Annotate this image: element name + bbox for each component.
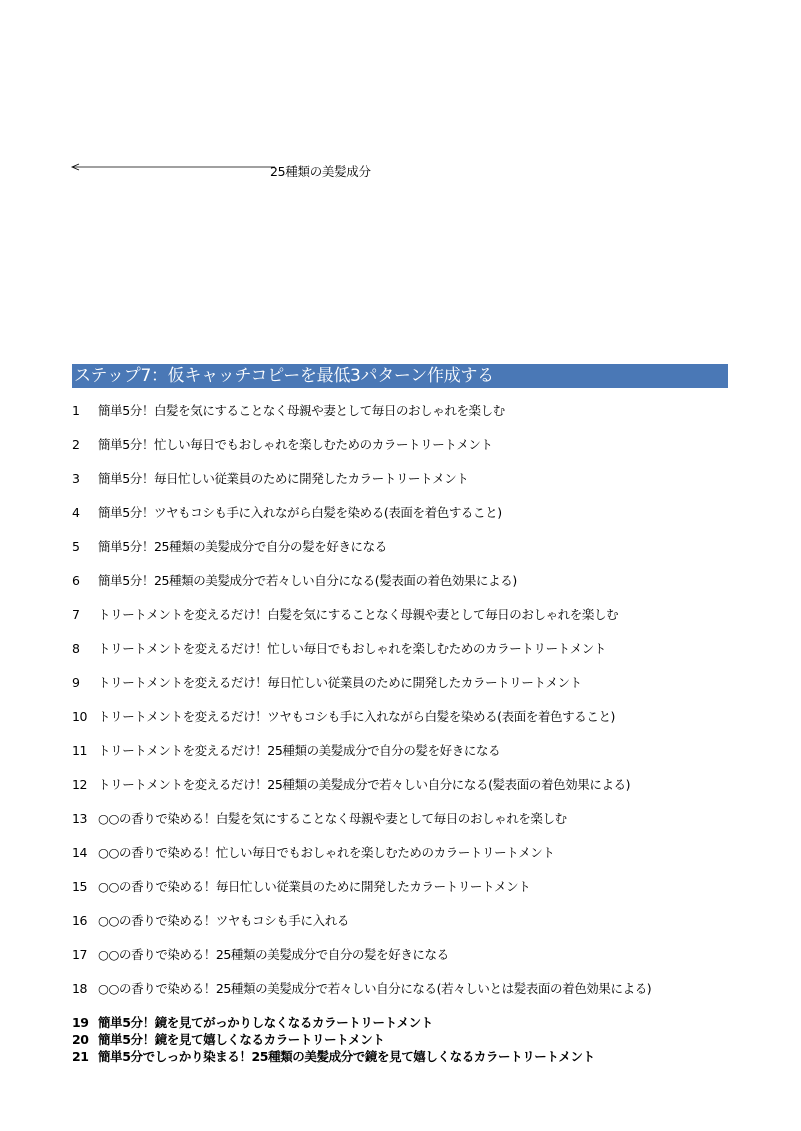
- list-item: [72, 878, 530, 895]
- list-item-number: 18: [72, 981, 88, 996]
- section-header: ステップ7：仮キャッチコピーを最低3パターン作成する: [72, 364, 728, 388]
- list-item: [72, 742, 500, 759]
- list-item: [72, 1014, 433, 1031]
- list-item: [72, 946, 449, 963]
- list-item-text: トリートメントを変えるだけ！忙しい毎日でもおしゃれを楽しむためのカラートリートメント: [98, 641, 606, 656]
- callout-label: 25種類の美髪成分: [270, 164, 371, 179]
- list-item: [72, 470, 468, 487]
- list-item-number: 3: [72, 471, 80, 486]
- list-item-text: トリートメントを変えるだけ！25種類の美髪成分で自分の髪を好きになる: [98, 743, 501, 758]
- list-item-number: 6: [72, 573, 80, 588]
- list-item: [72, 810, 567, 827]
- list-item-text: トリートメントを変えるだけ！25種類の美髪成分で若々しい自分になる(髪表面の着色効果による): [98, 777, 631, 792]
- list-item-number: 17: [72, 947, 88, 962]
- list-item-text: 簡単5分！ツヤもコシも手に入れながら白髪を染める(表面を着色すること): [98, 505, 502, 520]
- list-item: [72, 708, 615, 725]
- list-item-number: 11: [72, 743, 88, 758]
- list-item: [72, 674, 582, 691]
- list-item-text: 簡単5分でしっかり染まる！25種類の美髪成分で鏡を見て嬉しくなるカラートリートメント: [98, 1049, 595, 1064]
- list-item-number: 21: [72, 1049, 89, 1064]
- list-item-number: 13: [72, 811, 88, 826]
- list-item-number: 10: [72, 709, 88, 724]
- list-item-number: 9: [72, 675, 80, 690]
- list-item: [72, 844, 555, 861]
- list-item-number: 7: [72, 607, 80, 622]
- list-item-text: ○○の香りで染める！毎日忙しい従業員のために開発したカラートリートメント: [98, 879, 531, 894]
- list-item-text: トリートメントを変えるだけ！白髪を気にすることなく母親や妻として毎日のおしゃれを楽しむ: [98, 607, 619, 622]
- list-item-number: 8: [72, 641, 80, 656]
- list-item-text: ○○の香りで染める！25種類の美髪成分で自分の髪を好きになる: [98, 947, 449, 962]
- list-item-number: 20: [72, 1032, 89, 1047]
- list-item-text: ○○の香りで染める！白髪を気にすることなく母親や妻として毎日のおしゃれを楽しむ: [98, 811, 567, 826]
- list-item-number: 16: [72, 913, 88, 928]
- list-item-number: 2: [72, 437, 80, 452]
- callout-arrow: [70, 160, 280, 180]
- list-item-number: 5: [72, 539, 80, 554]
- list-item-text: ○○の香りで染める！25種類の美髪成分で若々しい自分になる(若々しいとは髪表面の着色効果による): [98, 981, 652, 996]
- list-item-text: 簡単5分！毎日忙しい従業員のために開発したカラートリートメント: [98, 471, 469, 486]
- list-item-text: トリートメントを変えるだけ！毎日忙しい従業員のために開発したカラートリートメント: [98, 675, 582, 690]
- list-item-text: ○○の香りで染める！ツヤもコシも手に入れる: [98, 913, 349, 928]
- list-item-text: 簡単5分！鏡を見てがっかりしなくなるカラートリートメント: [98, 1015, 433, 1030]
- list-item-text: 簡単5分！25種類の美髪成分で若々しい自分になる(髪表面の着色効果による): [98, 573, 517, 588]
- list-item: [72, 1048, 595, 1065]
- list-item-number: 15: [72, 879, 88, 894]
- list-item-text: 簡単5分！鏡を見て嬉しくなるカラートリートメント: [98, 1032, 385, 1047]
- list-item: [72, 538, 387, 555]
- list-item-number: 12: [72, 777, 88, 792]
- list-item-text: 簡単5分！白髪を気にすることなく母親や妻として毎日のおしゃれを楽しむ: [98, 403, 505, 418]
- list-item: [72, 504, 502, 521]
- list-item-text: ○○の香りで染める！忙しい毎日でもおしゃれを楽しむためのカラートリートメント: [98, 845, 555, 860]
- list-item: [72, 1031, 384, 1048]
- list-item-number: 1: [72, 403, 80, 418]
- list-item: [72, 606, 618, 623]
- list-item: [72, 776, 630, 793]
- list-item-number: 4: [72, 505, 80, 520]
- list-item-text: 簡単5分！25種類の美髪成分で自分の髪を好きになる: [98, 539, 387, 554]
- list-item: [72, 572, 517, 589]
- list-item: [72, 436, 493, 453]
- list-item: [72, 640, 606, 657]
- list-item: [72, 912, 349, 929]
- callout: [70, 160, 400, 180]
- list-item: [72, 402, 505, 419]
- list-item-number: 14: [72, 845, 88, 860]
- list-item-number: 19: [72, 1015, 89, 1030]
- list-item-text: 簡単5分！忙しい毎日でもおしゃれを楽しむためのカラートリートメント: [98, 437, 493, 452]
- list-item-text: トリートメントを変えるだけ！ツヤもコシも手に入れながら白髪を染める(表面を着色すること): [98, 709, 616, 724]
- list-item: [72, 980, 651, 997]
